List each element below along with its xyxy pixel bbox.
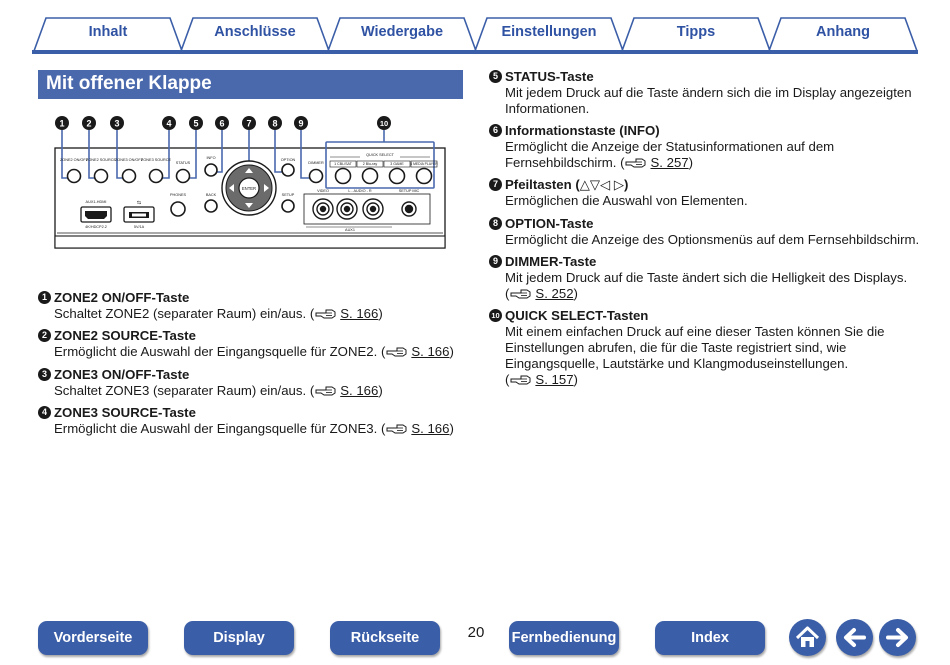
desc-option [489, 215, 929, 248]
desc-title: Informationstaste (INFO) [505, 123, 660, 138]
desc-title: OPTION-Taste [505, 216, 594, 231]
label-aux1-hdmi: AUX1-HDMI [85, 200, 107, 204]
label-enter: ENTER [241, 186, 257, 191]
nav-display-button[interactable]: Display [184, 621, 294, 655]
label-qs4: 4 MEDIA PLAYER [410, 162, 438, 166]
desc-line: Ermöglicht die Anzeige der Statusinformationen auf dem [505, 139, 835, 154]
label-zone2-onoff: ZONE2 ON/OFF [59, 158, 89, 162]
number-badge: 1 [38, 291, 51, 304]
forward-nav-button[interactable] [879, 619, 916, 656]
callout-1: 1 [59, 118, 65, 129]
nav-index-button[interactable]: Index [655, 621, 765, 655]
page-number: 20 [467, 624, 485, 641]
page-ref-link[interactable]: S. 157 [535, 372, 574, 387]
tab-anhang[interactable]: Anhang [816, 24, 870, 40]
callout-9: 9 [298, 118, 304, 129]
setup-button [282, 200, 294, 212]
number-badge: 10 [489, 309, 502, 322]
label-status: STATUS [175, 161, 191, 165]
label-qs2: 2 Blu-ray [362, 162, 378, 166]
page-ref-link[interactable]: S. 166 [411, 421, 450, 436]
callout-10: 10 [379, 119, 389, 129]
desc-status [489, 68, 929, 117]
info-button [205, 164, 217, 176]
home-button[interactable] [789, 619, 826, 656]
desc-arrow-keys [489, 176, 929, 209]
number-badge: 9 [489, 255, 502, 268]
quick-select-2-button [363, 169, 378, 184]
number-badge: 2 [38, 329, 51, 342]
zone3-source-button [150, 170, 163, 183]
callout-7: 7 [246, 118, 252, 129]
callout-2: 2 [86, 118, 92, 129]
label-phones: PHONES [169, 193, 187, 197]
label-qs1: 1 CBL/SAT [334, 162, 352, 166]
label-back: BACK [205, 193, 217, 197]
pointing-hand-icon [510, 374, 534, 385]
pointing-hand-icon [315, 385, 339, 396]
tab-inhalt[interactable]: Inhalt [88, 24, 128, 40]
label-zone3-source: ZONE3 SOURCE [141, 158, 171, 162]
desc-title: ZONE2 SOURCE-Taste [54, 328, 196, 343]
arrow-right-icon [879, 619, 916, 656]
label-qs3: 3 GAME [390, 162, 404, 166]
callout-3: 3 [114, 118, 120, 129]
number-badge: 8 [489, 217, 502, 230]
desc-line: Einstellungen abrufen, die für die Taste registriert sind, wie [505, 340, 847, 355]
desc-line: Fernsehbildschirm. [505, 155, 617, 170]
tab-wiedergabe[interactable]: Wiedergabe [360, 24, 444, 40]
pointing-hand-icon [386, 346, 410, 357]
number-badge: 7 [489, 178, 502, 191]
desc-zone3-onoff: 3 ZONE3 ON/OFF-Taste Schaltet ZONE3 (separater Raum) ein/aus. ( S. 166) [38, 366, 468, 399]
pointing-hand-icon [315, 308, 339, 319]
desc-line: Informationen. [505, 101, 590, 116]
number-badge: 4 [38, 406, 51, 419]
number-badge: 3 [38, 368, 51, 381]
pointing-hand-icon [386, 423, 410, 434]
callout-4: 4 [166, 118, 172, 129]
desc-dimmer: 9 DIMMER-Taste Mit jedem Druck auf die Taste ändert sich die Helligkeit des Displays. ( S. 252) [489, 253, 929, 302]
nav-vorderseite-button[interactable]: Vorderseite [38, 621, 148, 655]
label-setup-mic: SETUP MIC [398, 189, 420, 193]
desc-text: Schaltet ZONE3 (separater Raum) ein/aus. [54, 383, 307, 398]
desc-line: Ermöglichen die Auswahl von Elementen. [505, 193, 748, 208]
page-ref-link[interactable]: S. 166 [411, 344, 450, 359]
quick-select-3-button [390, 169, 405, 184]
status-button [177, 170, 190, 183]
back-button [205, 200, 217, 212]
desc-text: Ermöglicht die Auswahl der Eingangsquelle für ZONE2. [54, 344, 378, 359]
label-usb: 5V/1A [133, 225, 145, 229]
front-panel-illustration [38, 112, 450, 252]
pointing-hand-icon [510, 288, 534, 299]
tab-anschluesse[interactable]: Anschlüsse [214, 24, 296, 40]
label-zone3-onoff: ZONE3 ON/OFF [114, 158, 144, 162]
desc-line: Eingangsquelle, Lautstärke und Klangmoduseinstellungen. [505, 356, 849, 371]
desc-title: Pfeiltasten (△▽◁ ▷) [505, 176, 629, 192]
desc-zone2-source: 2 ZONE2 SOURCE-Taste Ermöglicht die Auswahl der Eingangsquelle für ZONE2. ( S. 166) [38, 327, 468, 360]
label-aux1: AUX1 [345, 228, 355, 232]
back-nav-button[interactable] [836, 619, 873, 656]
desc-line: Mit einem einfachen Druck auf eine dieser Tasten können Sie die [505, 324, 885, 339]
desc-zone3-source: 4 ZONE3 SOURCE-Taste Ermöglicht die Auswahl der Eingangsquelle für ZONE3. ( S. 166) [38, 404, 468, 437]
desc-title: QUICK SELECT-Tasten [505, 308, 649, 323]
page-ref-link[interactable]: S. 166 [340, 383, 379, 398]
desc-text: Ermöglicht die Auswahl der Eingangsquelle für ZONE3. [54, 421, 378, 436]
number-badge: 6 [489, 124, 502, 137]
arrow-left-icon [836, 619, 873, 656]
phones-jack [171, 202, 185, 216]
page-ref-link[interactable]: S. 257 [650, 155, 689, 170]
callout-numbers [55, 116, 391, 130]
desc-title: STATUS-Taste [505, 69, 594, 84]
chapter-tabs [0, 0, 950, 56]
desc-title: ZONE3 SOURCE-Taste [54, 405, 196, 420]
desc-title: ZONE2 ON/OFF-Taste [54, 290, 190, 305]
label-setup: SETUP [281, 193, 295, 197]
desc-text: Schaltet ZONE2 (separater Raum) ein/aus. [54, 306, 307, 321]
callout-8: 8 [272, 118, 278, 129]
number-badge: 5 [489, 70, 502, 83]
label-audio: L - AUDIO - R [348, 189, 372, 193]
home-icon [789, 619, 826, 656]
dimmer-button [310, 170, 323, 183]
nav-fernbedienung-button[interactable]: Fernbedienung [509, 621, 619, 655]
label-option: OPTION [280, 158, 296, 162]
label-zone2-source: ZONE2 SOURCE [86, 158, 116, 162]
desc-line: Ermöglicht die Anzeige des Optionsmenüs auf dem Fernsehbildschirm. [505, 232, 920, 247]
desc-zone2-onoff: 1 ZONE2 ON/OFF-Taste Schaltet ZONE2 (separater Raum) ein/aus. ( S. 166) [38, 289, 468, 322]
desc-title: DIMMER-Taste [505, 254, 597, 269]
zone3-onoff-button [123, 170, 136, 183]
svg-text:⇆: ⇆ [136, 200, 142, 206]
nav-rueckseite-button[interactable]: Rückseite [330, 621, 440, 655]
zone2-onoff-button [68, 170, 81, 183]
desc-line: Mit jedem Druck auf die Taste ändern sich die im Display angezeigten [505, 85, 912, 100]
tab-einstellungen[interactable]: Einstellungen [501, 24, 597, 40]
desc-quick-select: 10 QUICK SELECT-Tasten Mit einem einfachen Druck auf eine dieser Tasten können Sie die Einstellungen abrufen, die für die Taste registriert sind, wie Eingangsquelle, Lautstärke und Klangmoduseinstellungen. ( S. 157) [489, 307, 929, 388]
desc-info: 6 Informationstaste (INFO) Ermöglicht die Anzeige der Statusinformationen auf dem Fernsehbildschirm. ( S. 257) [489, 122, 929, 171]
option-button [282, 164, 294, 176]
label-hdcp: 4K/HDCP2.2 [85, 225, 107, 229]
quick-select-4-button [417, 169, 432, 184]
label-quick-select: QUICK SELECT [366, 153, 394, 157]
page-ref-link[interactable]: S. 166 [340, 306, 379, 321]
callout-5: 5 [193, 118, 199, 129]
pointing-hand-icon [625, 157, 649, 168]
label-video: VIDEO [317, 189, 329, 193]
zone2-source-button [95, 170, 108, 183]
label-info: INFO [206, 156, 216, 160]
tab-tipps[interactable]: Tipps [676, 24, 716, 40]
cursor-pad [222, 161, 276, 215]
page-ref-link[interactable]: S. 252 [535, 286, 574, 301]
section-title: Mit offener Klappe [38, 70, 463, 99]
desc-title: ZONE3 ON/OFF-Taste [54, 367, 190, 382]
callout-6: 6 [219, 118, 225, 129]
desc-line: Mit jedem Druck auf die Taste ändert sich die Helligkeit des Displays. [505, 270, 908, 285]
label-dimmer: DIMMER [308, 161, 324, 165]
quick-select-1-button [336, 169, 351, 184]
